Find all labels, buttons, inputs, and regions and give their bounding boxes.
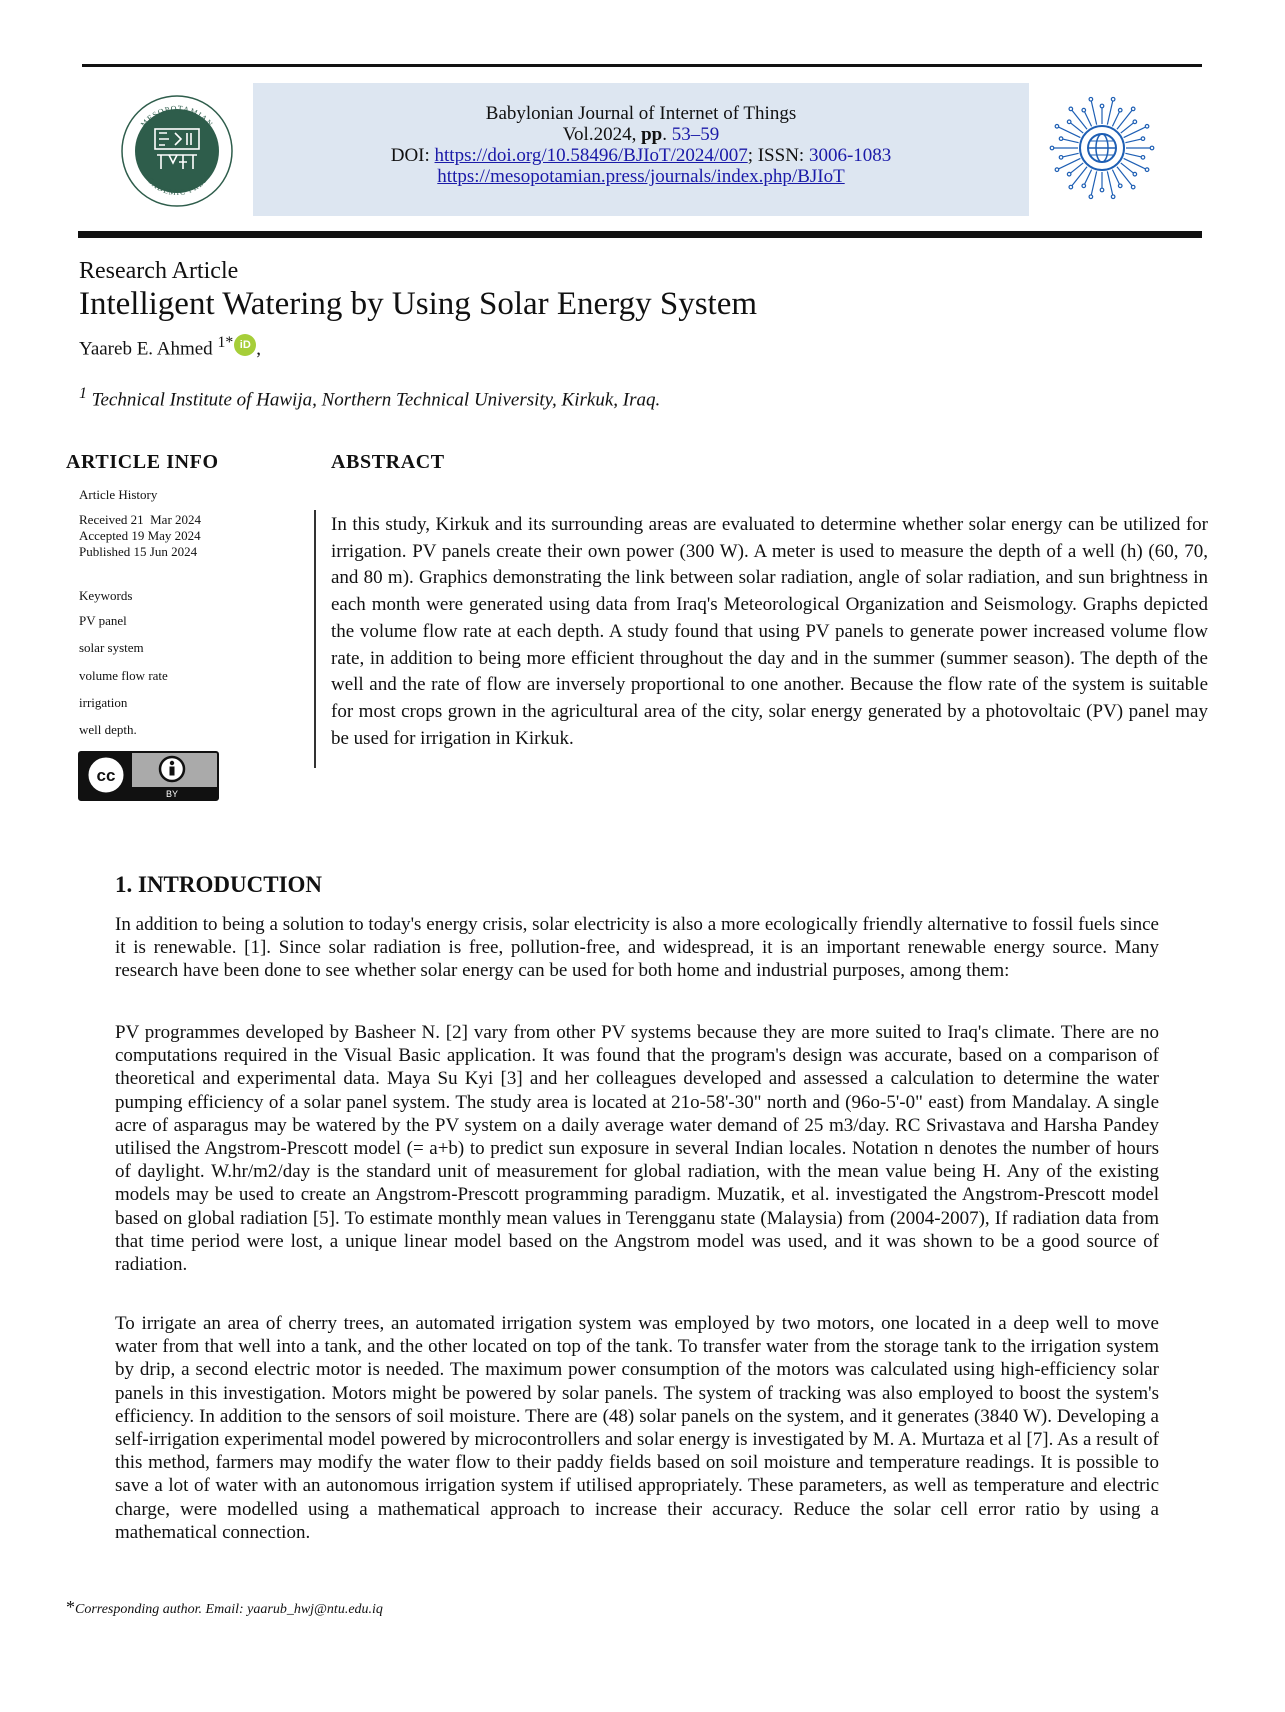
- article-title: Intelligent Watering by Using Solar Energy System: [79, 286, 758, 322]
- cc-by-license-badge[interactable]: [78, 751, 219, 801]
- affiliation: $^1$ Technical Institute of Hawija, Northern Technical University, Kirkuk, Iraq.: [79, 385, 661, 411]
- page-range: 53–59: [671, 124, 720, 145]
- journal-url-link[interactable]: https://mesopotamian.press/journals/index.php/BJIoT: [437, 166, 845, 187]
- article-info-heading: ARTICLE INFO: [66, 451, 219, 473]
- svg-text:MESOPOTAMIAN: MESOPOTAMIAN: [139, 103, 215, 129]
- abstract-text: In this study, Kirkuk and its surrounding areas are evaluated to determine whether solar energy can be utilized for irrigation. PV panels create their own power (300 W). A meter is used to measure the depth of a well (h) (60, 70, and 80 m). Graphics demonstrating the link between solar radiation, angle of solar radiation, and sun brightness in each month were generated using data from Iraq's Meteorological Organization and Seismology. Graphs depicted the volume flow rate at each depth. A study found that using PV panels to generate power increased volume flow rate, in addition to being more efficient throughout the day and in the summer (summer season). The depth of the well and the rate of flow are inversely proportional to one another. Because the flow rate of the system is suitable for most crops grown in the agricultural area of the city, solar energy generated by a photovoltaic (PV) panel may be used for irrigation in Kirkuk.: [331, 514, 1208, 749]
- accepted-date: Accepted 19 May 2024: [79, 528, 201, 543]
- article-history-label: Article History: [79, 487, 158, 502]
- introduction-heading: 1. INTRODUCTION: [115, 872, 323, 897]
- article-history-dates: [79, 512, 201, 560]
- orcid-icon[interactable]: iD: [234, 334, 256, 356]
- keyword-item: solar system: [79, 640, 144, 655]
- corresponding-author-footnote: *Corresponding author. Email: yaarub_hwj@ntu.edu.iq: [66, 1597, 383, 1617]
- publisher-logo: [121, 95, 233, 207]
- keyword-item: volume flow rate: [79, 668, 168, 683]
- journal-name: Babylonian Journal of Internet of Things: [485, 103, 797, 124]
- keyword-item: irrigation: [79, 695, 128, 710]
- svg-text:ACADEMIC PRESS: ACADEMIC PRESS: [141, 171, 213, 198]
- svg-text:BY: BY: [165, 789, 179, 799]
- svg-text:cc: cc: [96, 766, 116, 785]
- published-date: Published 15 Jun 2024: [79, 544, 198, 559]
- body-paragraph: PV programmes developed by Basheer N. [2] vary from other PV systems because they are more suited to Iraq's climate. There are no computations required in the Visual Basic application. It was found that the program's design was accurate, based on a comparison of theoretical and experimental data. Maya Su Kyi [3] and her colleagues developed and assessed a calculation to determine the water pumping efficiency of a solar panel system. The study area is located at 21o-58'-30" north and (96o-5'-0" east) from Mandalay. A single acre of asparagus may be watered by the PV system on a daily average water demand of 25 m3/day. RC Srivastava and Harsha Pandey utilised the Angstrom-Prescott model (= a+b) to predict sun exposure in several Indian locales. Notation n denotes the number of hours of daylight. W.hr/m2/day is the standard unit of measurement for global radiation, with the mean value being H. Any of the existing models may be used to create an Angstrom-Prescott programming paradigm. Muzatik, et al. investigated the Angstrom-Prescott model based on global radiation [5]. To estimate monthly mean values in Terengganu state (Malaysia) from (2004-2007), If radiation data from that time period were lost, a unique linear model based on the Angstrom model was used, and it was shown to be a good source of radiation.: [115, 1022, 1159, 1276]
- issn-number: 3006-1083: [808, 145, 892, 166]
- abstract-heading: ABSTRACT: [331, 451, 445, 473]
- doi-issn-line: DOI: https://doi.org/10.58496/BJIoT/2024/007; ISSN: 3006-1083: [390, 145, 892, 166]
- header-bottom-rule: [78, 231, 1202, 238]
- author-line: Yaareb E. Ahmed $^{1*}$ iD ,: [79, 334, 262, 360]
- abstract-side-rule: [314, 510, 316, 768]
- author-name: Yaareb E. Ahmed: [79, 338, 218, 360]
- keyword-item: well depth.: [79, 722, 137, 737]
- volume-pages: Vol.2024, pp. 53–59: [562, 124, 720, 145]
- received-date: Received 21 Mar 2024: [79, 512, 202, 527]
- journal-header-box: [253, 83, 1029, 216]
- body-paragraph: In addition to being a solution to today's energy crisis, solar electricity is also a more ecologically friendly alternative to fossil fuels since it is renewable. [1]. Since solar radiation is free, pollution-free, and widespread, it is an important renewable energy source. Many research have been done to see whether solar energy can be used for both home and industrial purposes, among them:: [115, 914, 1159, 982]
- doi-link[interactable]: https://doi.org/10.58496/BJIoT/2024/007: [434, 145, 748, 166]
- author-affiliation-mark: 1*: [217, 334, 234, 351]
- cc-by-icon: [80, 753, 217, 799]
- header-top-rule: [82, 64, 1202, 67]
- body-paragraph: To irrigate an area of cherry trees, an automated irrigation system was employed by two motors, one located in a deep well to move water from that well into a tank, and the other located on top of the tank. To transfer water from the storage tank to the irrigation system by drip, a second electric motor is needed. The maximum power consumption of the motors was calculated using high-efficiency solar panels in this investigation. Motors might be powered by solar panels. The system of tracking was also employed to boost the system's efficiency. In addition to the sensors of soil moisture. There are (48) solar panels on the system, and it generates (3840 W). Developing a self-irrigation experimental model powered by microcontrollers and solar energy is investigated by M. A. Murtaza et al [7]. As a result of this method, farmers may modify the water flow to their paddy fields based on soil moisture and temperature readings. It is possible to save a lot of water with an autonomous irrigation system if utilised appropriately. These parameters, as well as temperature and electric charge, were modelled using a mathematical approach to increase their accuracy. Reduce the solar cell error ratio by using a mathematical connection.: [115, 1313, 1159, 1543]
- keyword-item: PV panel: [79, 613, 127, 628]
- journal-circuit-logo: [1048, 94, 1156, 202]
- article-type: Research Article: [79, 258, 239, 284]
- keywords-label: Keywords: [79, 588, 133, 603]
